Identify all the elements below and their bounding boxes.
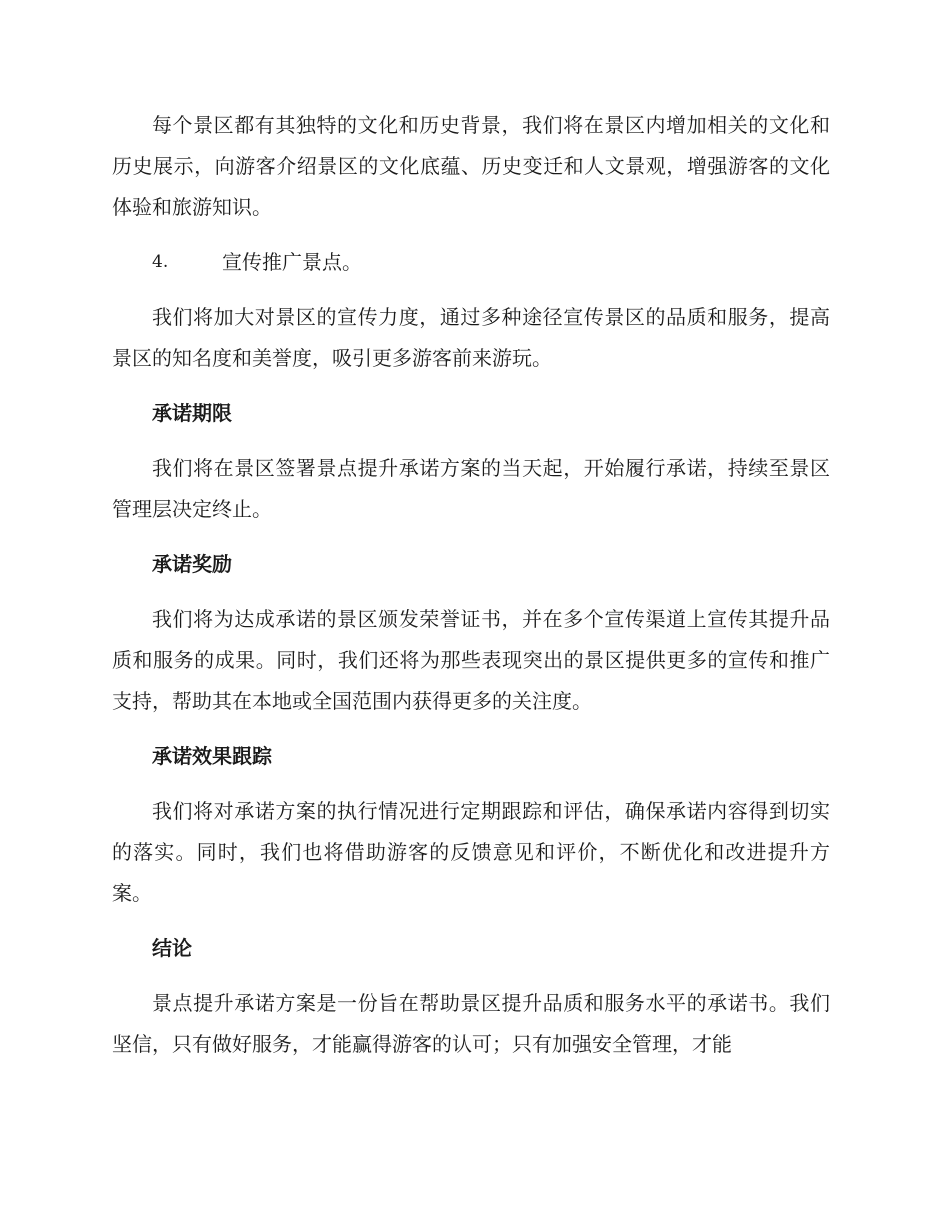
paragraph-culture-history: 每个景区都有其独特的文化和历史背景，我们将在景区内增加相关的文化和历史展示，向游客介绍景区的文化底蕴、历史变迁和人文景观，增强游客的文化体验和旅游知识。	[112, 113, 830, 219]
list-item-text: 宣传推广景点。	[222, 250, 362, 274]
paragraph-commitment-period: 我们将在景区签署景点提升承诺方案的当天起，开始履行承诺，持续至景区管理层决定终止。	[112, 456, 830, 521]
paragraph-commitment-reward: 我们将为达成承诺的景区颁发荣誉证书，并在多个宣传渠道上宣传其提升品质和服务的成果。同时，我们还将为那些表现突出的景区提供更多的宣传和推广支持，帮助其在本地或全国范围内获得更多的关注度。	[112, 607, 830, 713]
list-item-promotion	[112, 242, 830, 283]
paragraph-effect-tracking: 我们将对承诺方案的执行情况进行定期跟踪和评估，确保承诺内容得到切实的落实。同时，我们也将借助游客的反馈意见和评价，不断优化和改进提升方案。	[112, 799, 830, 905]
heading-commitment-period: 承诺期限	[152, 401, 232, 425]
document-page	[112, 105, 830, 1079]
heading-conclusion: 结论	[152, 936, 192, 960]
paragraph-promotion: 我们将加大对景区的宣传力度，通过多种途径宣传景区的品质和服务，提高景区的知名度和美誉度，吸引更多游客前来游玩。	[112, 305, 830, 370]
heading-commitment-reward: 承诺奖励	[152, 552, 232, 576]
list-number: 4.	[152, 252, 169, 272]
paragraph-conclusion: 景点提升承诺方案是一份旨在帮助景区提升品质和服务水平的承诺书。我们坚信，只有做好服务，才能赢得游客的认可；只有加强安全管理，才能	[112, 991, 830, 1056]
heading-effect-tracking: 承诺效果跟踪	[152, 744, 272, 768]
